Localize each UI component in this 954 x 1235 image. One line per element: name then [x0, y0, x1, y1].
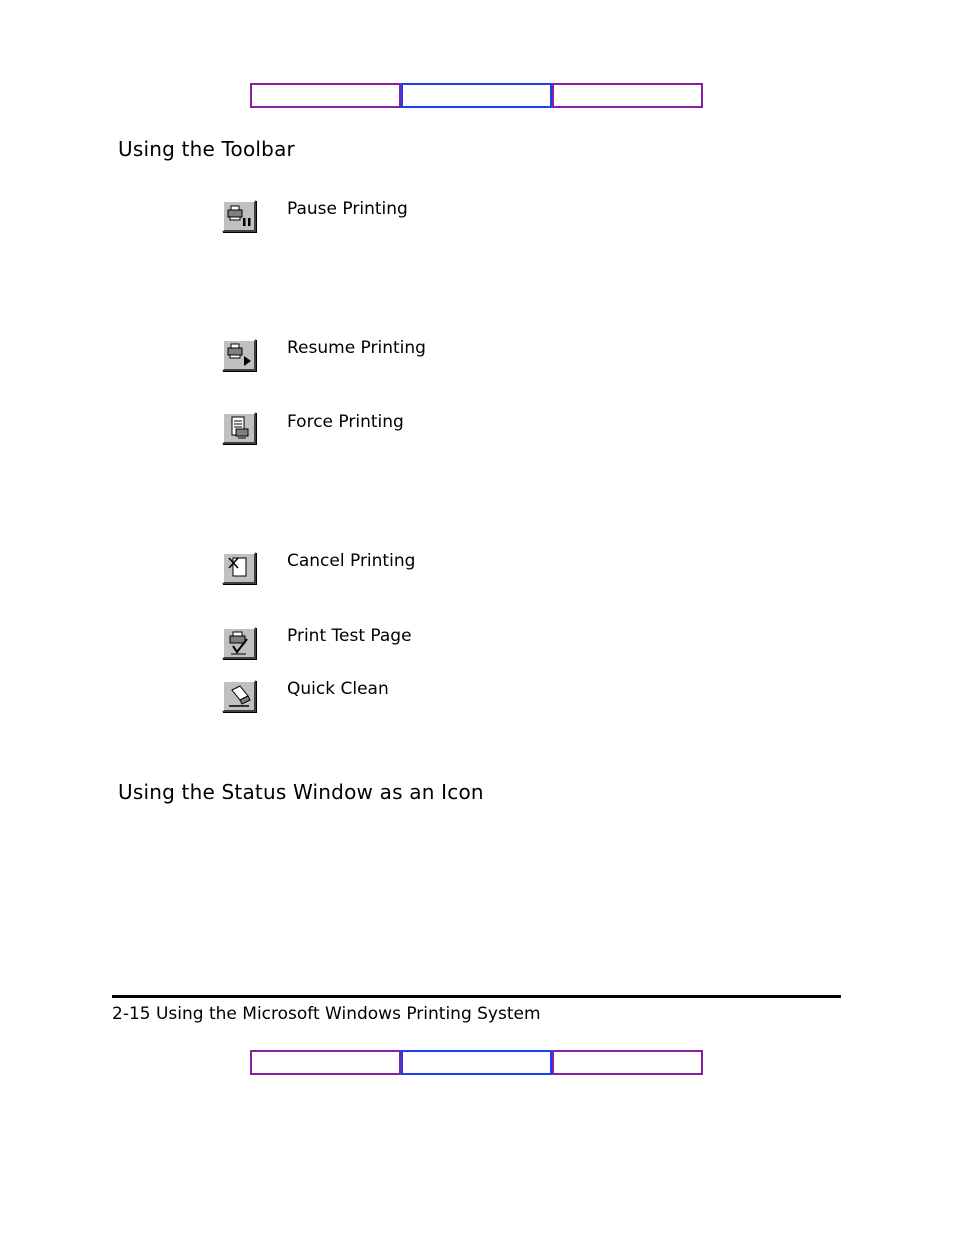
- print-test-page-icon: [222, 627, 256, 659]
- status-window-section-heading: Using the Status Window as an Icon: [118, 780, 484, 804]
- top-navigation-bar: [250, 83, 703, 108]
- nav-previous-button[interactable]: [250, 1050, 401, 1075]
- bottom-navigation-bar: [250, 1050, 703, 1075]
- quick-clean-label: Quick Clean: [287, 679, 389, 699]
- nav-contents-button[interactable]: [401, 1050, 552, 1075]
- nav-previous-button[interactable]: [250, 83, 401, 108]
- page-footer: 2-15 Using the Microsoft Windows Printing System: [112, 1004, 541, 1024]
- force-printing-label: Force Printing: [287, 412, 404, 432]
- quick-clean-icon: [222, 680, 256, 712]
- footer-divider: [112, 995, 841, 998]
- resume-printing-icon: [222, 339, 256, 371]
- toolbar-section-heading: Using the Toolbar: [118, 137, 295, 161]
- cancel-printing-icon: [222, 552, 256, 584]
- nav-contents-button[interactable]: [401, 83, 552, 108]
- pause-printing-icon: [222, 200, 256, 232]
- nav-next-button[interactable]: [552, 83, 703, 108]
- cancel-printing-label: Cancel Printing: [287, 551, 416, 571]
- pause-printing-label: Pause Printing: [287, 199, 408, 219]
- print-test-page-label: Print Test Page: [287, 626, 412, 646]
- nav-next-button[interactable]: [552, 1050, 703, 1075]
- resume-printing-label: Resume Printing: [287, 338, 426, 358]
- force-printing-icon: [222, 412, 256, 444]
